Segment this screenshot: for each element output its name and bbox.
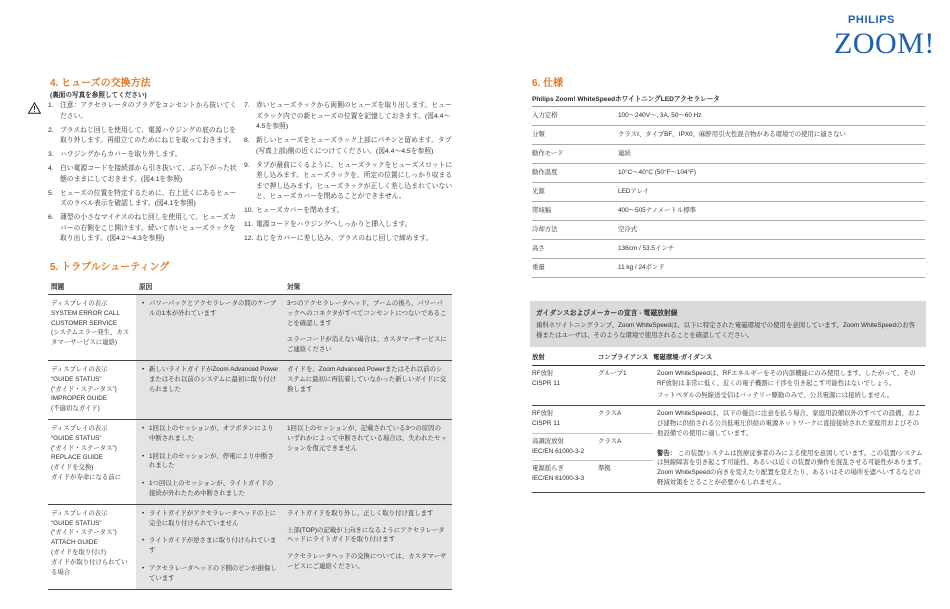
guidance-cell — [653, 406, 925, 492]
section4-title: 4. ヒューズの交換方法 — [50, 78, 151, 89]
step-text: プラスねじ回しを使用して、電源ハウジングの底のねじを取り外します。再組立てのためにねじを取っておきます。 — [60, 126, 237, 144]
table-row — [532, 164, 925, 183]
spec-label: 光源 — [532, 188, 545, 195]
table-row — [532, 259, 925, 278]
compliance-value: グループ1 — [598, 369, 627, 377]
remedy-item: ガイドを、Zoom Advanced Powerまたはそれ以前のシステムに最初に再装着していなかった新しいガイドに交換します — [287, 365, 447, 393]
list-item — [48, 150, 238, 161]
cause-item: • ライトガイドがアクセラレータヘッドの上に完全に取り付けられていません — [142, 509, 279, 529]
problem-line: SYSTEM ERROR CALL — [51, 309, 120, 317]
cause-item: • 1回以上のセッションが、停電により中断されました — [142, 452, 279, 472]
spec-value: 136cm / 53.5インチ — [618, 245, 675, 252]
emc-guidance-box — [530, 301, 926, 347]
table-row — [532, 183, 925, 202]
spec-value: 10°C～40°C (50°F～104°F) — [618, 169, 697, 176]
problem-cell — [48, 505, 136, 589]
spec-label: 分類 — [532, 131, 545, 138]
step-text: 電源コードをハウジングへしっかりと挿入します。 — [256, 221, 412, 228]
spec-label: 帯域幅 — [532, 207, 552, 214]
warning-text: この装置/システムは医療従事者のみによる使用を意図しています。この装置/システムは無線障害を引き起こす可能性、あるいは近くの装置の操作を混乱させる可能性があります。Zoom WhiteSpeedの向きを変えたり配置を変えたり、あるいはその場所を遮へいするなどの軽減対策をとることが必要かもしれません。 — [657, 449, 925, 486]
emission-standard: CISPR 11 — [532, 379, 560, 387]
problem-cell — [48, 420, 136, 504]
emission-cell — [532, 369, 598, 389]
header-problem: 問題 — [51, 284, 65, 291]
list-item — [48, 213, 238, 245]
compliance-value: クラスA — [598, 410, 622, 418]
table-header — [48, 279, 452, 295]
steps-list-left — [48, 101, 238, 248]
remedy-item: エラーコードが消えない場合は、カスタマーサービスにご連絡ください — [287, 336, 447, 354]
emissions-group — [532, 406, 653, 492]
emission-cell — [532, 464, 598, 484]
emc-title: ガイダンスおよびメーカーの宣言 - 電磁放射線 — [536, 310, 678, 317]
problem-line: ディスプレイの表示 — [51, 424, 108, 432]
problem-line: (“ガイド・ステータス”) — [51, 444, 117, 452]
problem-line: REPLACE GUIDE — [51, 454, 103, 462]
emission-standard: IEC/EN 61000-3-2 — [532, 447, 585, 455]
table-row — [532, 366, 925, 406]
table-row — [48, 295, 452, 361]
table-row — [48, 420, 452, 505]
cause-item: • 1つ回以上のセッションが、ライトガイドの接続が外れたため中断されました — [142, 479, 279, 499]
problem-line: ディスプレイの表示 — [51, 509, 108, 517]
table-row — [532, 107, 925, 126]
list-item — [48, 101, 238, 122]
emission-standard: CISPR 11 — [532, 419, 560, 427]
step-number: 7. — [244, 102, 250, 109]
emission-entry — [532, 406, 653, 434]
table-row — [532, 240, 925, 259]
remedy-cell — [284, 361, 452, 419]
problem-line: (ガイドを交換) — [51, 464, 94, 472]
spec-label: 高さ — [532, 245, 545, 252]
problem-line: ディスプレイの表示 — [51, 300, 108, 307]
problem-line: IMPROPER GUIDE — [51, 395, 108, 403]
spec-value: 100～240V～, 3A, 50～60 Hz — [618, 112, 702, 119]
step-text: ヒューズカバーを閉めます。 — [256, 207, 344, 214]
cause-item: • 1回以上のセッションが、オフボタンにより中断されました — [142, 424, 279, 444]
table-row — [532, 406, 925, 493]
cause-item: • 新しいライトガイドがZoom Advanced Powerまたはそれ以前のシステムに最初に取り付けられました — [142, 365, 279, 394]
guidance-text: Zoom WhiteSpeedは、RFエネルギーをその内部機能にのみ使用します。したがって、その RF放射は非常に低く、近くの電子機器に干渉を引き起こす可能性はないでしょう。 — [657, 369, 916, 387]
emission-name: RF放射 — [532, 410, 554, 418]
emission-cell — [532, 437, 598, 457]
table-row — [532, 221, 925, 240]
remedy-item: ライトガイドを取り外し、正しく取り付け直します — [287, 509, 434, 517]
emission-name: 高調波放射 — [532, 437, 564, 445]
spec-label: 動作モード — [532, 150, 564, 157]
spec-label: 重量 — [532, 264, 545, 271]
step-text: 薄型の小さなマイナスのねじ回しを使用して、ヒューズカバーの右側をこじ開けます。続いて赤いヒューズラックを取り出します。(図4.2～4.3を参照) — [60, 214, 236, 242]
table-row — [48, 505, 452, 590]
philips-logo: PHILIPS — [848, 14, 895, 26]
list-item — [48, 189, 238, 210]
step-number: 6. — [48, 214, 54, 221]
spec-table — [532, 106, 925, 278]
section6-title: 6. 仕様 — [532, 78, 564, 89]
cause-item: • アクセラレータヘッドの下側のピンが損傷しています — [142, 564, 279, 584]
problem-line: “GUIDE STATUS” — [51, 434, 102, 442]
header-emissions: 放射 — [532, 354, 545, 361]
product-name: Philips Zoom! WhiteSpeedホワイトニングLEDアクセラレータ — [532, 96, 720, 103]
spec-label: 入力定格 — [532, 112, 558, 119]
remedy-item: 上部(TOP)の記載が上向きになるようにアクセラレータヘッドにライトガイドを取り付けます — [287, 526, 445, 544]
problem-line: ガイドが寿命になる前に — [51, 473, 122, 481]
step-number: 5. — [48, 189, 54, 197]
emission-name: 電源揺らぎ — [532, 465, 564, 473]
list-item — [244, 136, 456, 157]
emissions-group — [532, 366, 653, 405]
emc-table — [532, 351, 925, 493]
list-item — [244, 101, 456, 133]
problem-line: “GUIDE STATUS” — [51, 375, 102, 383]
problem-line: ディスプレイの表示 — [51, 365, 108, 373]
problem-line: ATTACH GUIDE — [51, 539, 98, 547]
step-number: 1. — [48, 102, 54, 109]
emission-standard: IEC/EN 61000-3-3 — [532, 475, 585, 483]
header-compliance: コンプライアンス — [598, 354, 649, 361]
step-text: 新しいヒューズをヒューズラック上部にパチンと留めます。タブ(写真上部)側の近くにつけてください。(図4.4～4.5を参照) — [256, 137, 452, 155]
step-text: 白い電源コードを接続部から引き抜いて、ぶら下がった状態のままにしておきます。(図4.1を参照) — [60, 165, 237, 183]
header-cause: 原因 — [139, 284, 153, 291]
spec-value: 空冷式 — [618, 226, 638, 233]
guidance-text: Zoom WhiteSpeedは、以下の優良に注意を払う場合、家庭用設備以外のすべての設備、および建物に供給される公共低電圧供給の電源ネットワークに直接接続された家庭用およびその他設備での使用に適しています。 — [657, 410, 921, 437]
warning-paragraph — [657, 449, 925, 488]
remedy-item: 1回以上のセッションが、記載されている3つの原因のいずれかによって中断されている場合は、失われたセッションを復元できません — [287, 424, 447, 452]
section5-title: 5. トラブルシューティング — [50, 262, 170, 273]
steps-list-right — [244, 101, 456, 248]
list-item — [48, 126, 238, 147]
spec-label: 動作温度 — [532, 169, 558, 176]
step-text: ハウジングからカバーを取り外します。 — [60, 151, 182, 158]
remedy-cell — [284, 420, 452, 504]
warning-icon — [28, 101, 41, 113]
remedy-item: アクセラレータヘッドの交換については、カスタマーサービスにご連絡ください。 — [287, 553, 447, 570]
table-row — [532, 126, 925, 145]
problem-line: ガイドが取り付けられている場合 — [51, 558, 128, 576]
cause-cell — [136, 295, 284, 360]
cause-item: • ライトガイドが逆さまに取り付けられています — [142, 536, 279, 556]
problem-line: (“ガイド・ステータス”) — [51, 529, 117, 537]
problem-cell — [48, 361, 136, 419]
problem-line: (不適切なガイド) — [51, 405, 100, 413]
problem-line: “GUIDE STATUS” — [51, 519, 102, 527]
cause-cell — [136, 420, 284, 504]
remedy-cell — [284, 505, 452, 589]
step-number: 10. — [244, 207, 254, 214]
spec-value: 400～505ナノメートル標準 — [618, 207, 697, 214]
problem-line: (ガイドを取り付け) — [51, 548, 107, 556]
emission-name: RF放射 — [532, 369, 554, 377]
header-remedy: 対策 — [287, 284, 301, 291]
emission-entry — [532, 434, 653, 462]
emission-cell — [532, 409, 598, 429]
step-number: 12. — [244, 235, 254, 242]
emission-entry — [532, 366, 653, 393]
spec-value: 連続 — [618, 150, 631, 157]
header-guidance: 電磁環境-ガイダンス — [653, 354, 713, 361]
troubleshooting-table — [48, 279, 452, 590]
cause-cell — [136, 505, 284, 589]
spec-value: LEDアレイ — [618, 188, 650, 195]
emc-intro: 歯科ホワイトニングランプ、Zoom WhiteSpeedは、以下に特定された電磁環境での使用を意図しています。Zoom WhiteSpeedのお客様またはユーザは、そのような環境で使用されることを確認してください。 — [536, 322, 916, 339]
table-header — [532, 351, 925, 366]
spec-value: 11 kg / 24ポンド — [618, 264, 665, 271]
spec-value: クラスⅠ、タイプBF、IPX0、麻酔用引火性混合物がある環境での使用に適さない — [618, 131, 846, 138]
list-item — [244, 206, 456, 217]
problem-line: CUSTOMER SERVICE — [51, 319, 118, 327]
cause-item: • パワーパックとアクセラレータの間のケーブルの1本が外れています — [142, 299, 279, 319]
compliance-value: クラスA — [598, 437, 622, 445]
section4-subtitle: (裏面の写真を参照してください) — [50, 92, 147, 99]
warning-label: 警告： — [657, 449, 677, 457]
guidance-cell — [653, 366, 925, 405]
problem-cell — [48, 295, 136, 360]
problem-line: (システムエラー発生、カスタマーサービスに連絡) — [51, 329, 130, 347]
step-number: 11. — [244, 221, 253, 228]
problem-line: (“ガイド・ステータス”) — [51, 385, 117, 393]
list-item — [244, 220, 456, 231]
remedy-cell — [284, 295, 452, 360]
list-item — [244, 161, 456, 203]
cause-cell — [136, 361, 284, 419]
step-number: 4. — [48, 165, 54, 172]
table-row — [48, 361, 452, 420]
table-row — [532, 145, 925, 164]
list-item — [48, 164, 238, 185]
spec-label: 冷却方法 — [532, 226, 558, 233]
emission-entry — [532, 461, 653, 488]
step-number: 3. — [48, 151, 54, 158]
step-number: 9. — [244, 161, 250, 169]
remedy-item: 3つのアクセラレータヘッド、ブームの後ろ、パワーパックへのコネクタがすべてコンセントにつないであることを確認します — [287, 300, 447, 327]
zoom-logo: ZOOM! — [834, 27, 935, 60]
list-item — [244, 234, 456, 245]
step-number: 8. — [244, 137, 250, 144]
step-text: 赤いヒューズラックから両側のヒューズを取り出します。ヒューズラック内での新ヒューズの位置を記憶しておきます。(図4.4～4.5を参照) — [256, 102, 452, 130]
step-text: 注意：アクセラレータのプラグをコンセントから抜いてください。 — [60, 102, 237, 120]
table-row — [532, 202, 925, 221]
step-number: 2. — [48, 126, 54, 134]
step-text: タブが最前にくるように、ヒューズラックをヒューズスロットに差し込みます。ヒューズラックを、所定の位置にしっかり収まるまで押し込みます。ヒューズラックが正しく差し込まれていないと、ヒューズカバーを閉めることができません。 — [256, 161, 453, 200]
compliance-value: 準拠 — [598, 465, 611, 473]
step-text: ねじをカバーに差し込み、プラスのねじ回しで締めます。 — [256, 235, 433, 242]
guidance-text: フットペダルの無線送受信はバッテリー駆動のみで、公共電源には接続しません。 — [657, 392, 894, 400]
step-text: ヒューズの位置を特定するために、右上近くにあるヒューズのラベル表示を確認します。(図4.1を参照) — [60, 189, 237, 207]
